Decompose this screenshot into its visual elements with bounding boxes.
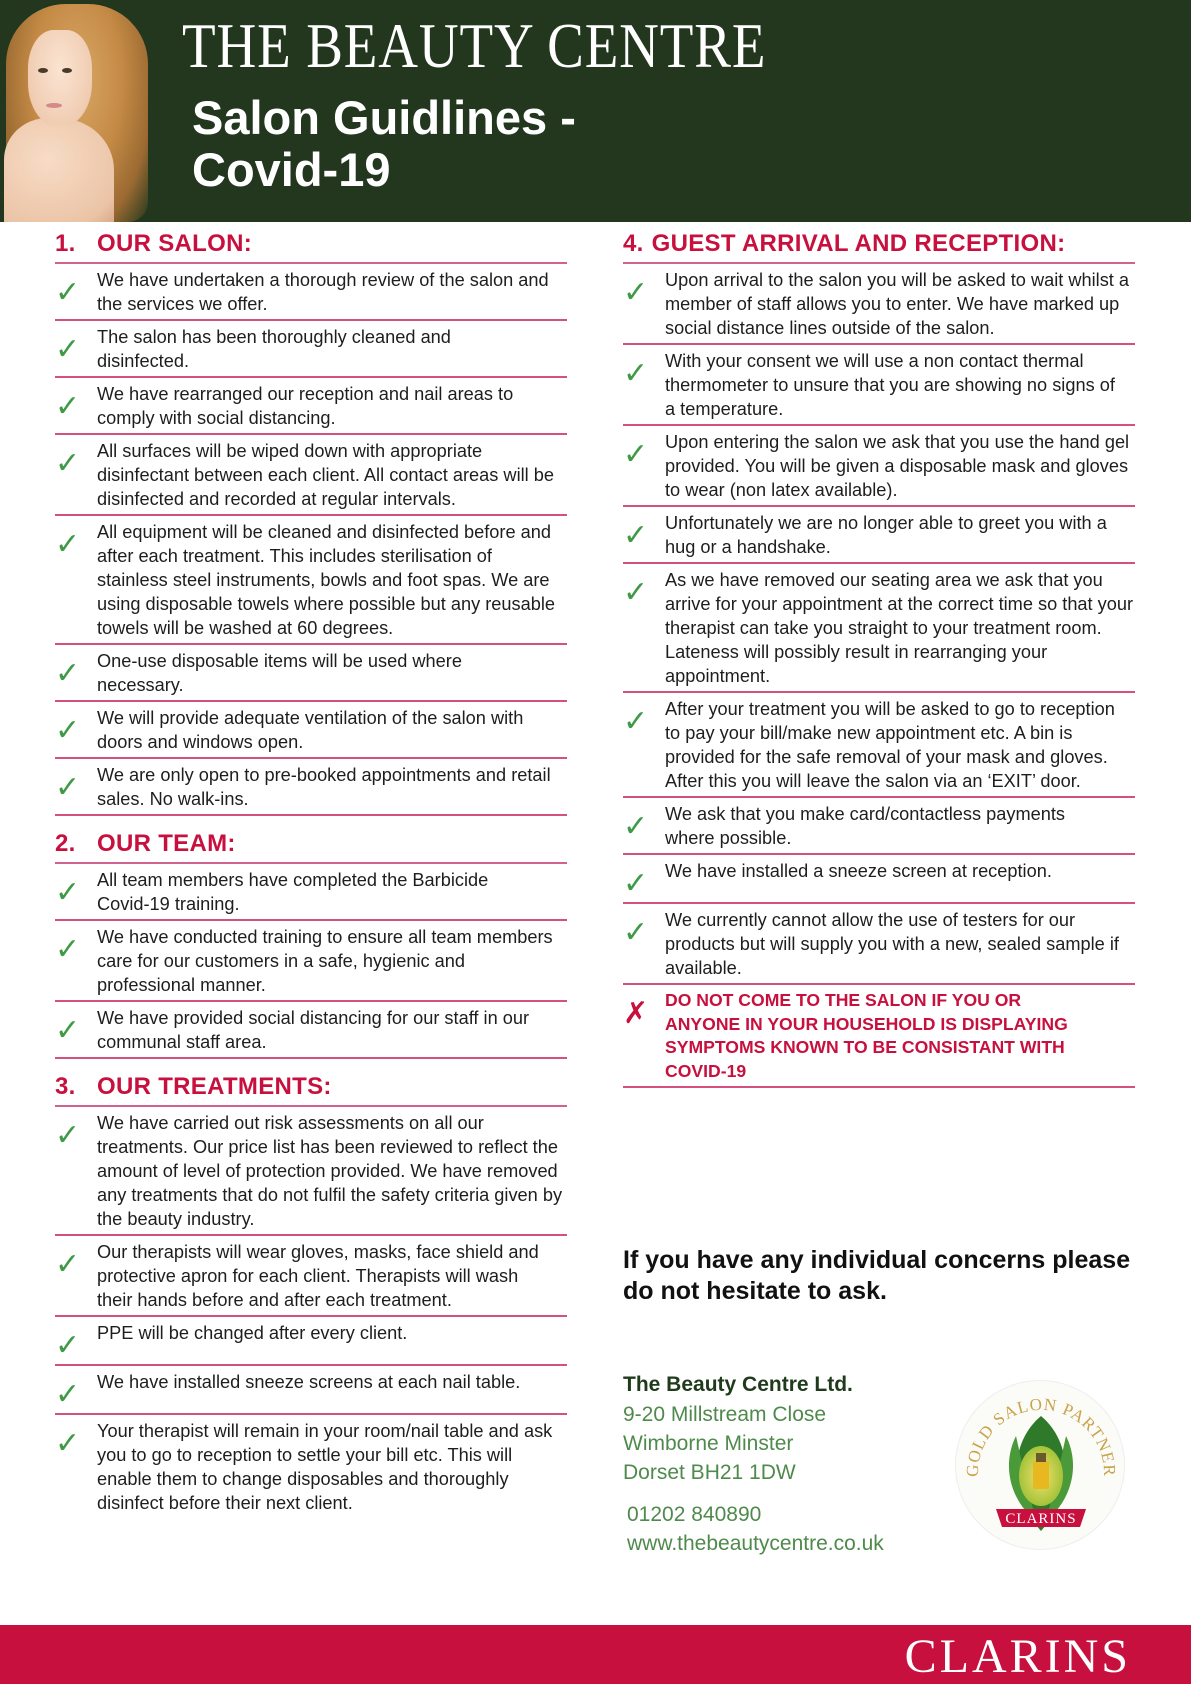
section-number: 2. xyxy=(55,830,76,857)
section-number: 4. xyxy=(623,230,644,257)
address-line: 9-20 Millstream Close xyxy=(623,1403,827,1426)
list-item: ✓ We are only open to pre-booked appointments and retail sales. No walk-ins. xyxy=(55,759,567,816)
document-title-line1: Salon Guidlines - xyxy=(192,91,576,144)
right-column xyxy=(623,226,1135,1088)
list-item: ✓ All equipment will be cleaned and disinfected before and after each treatment. This includes sterilisation of stainless steel instruments, bowls and foot spas. We are using disposable towels where possible but any reusable towels will be washed at 60 degrees. xyxy=(55,516,567,645)
check-icon: ✓ xyxy=(623,276,649,309)
check-icon: ✓ xyxy=(55,657,81,690)
section-title: OUR TREATMENTS: xyxy=(97,1073,332,1100)
divider xyxy=(55,262,567,264)
check-icon: ✓ xyxy=(55,447,81,480)
svg-text:GOLD SALON PARTNER: GOLD SALON PARTNER xyxy=(962,1394,1120,1478)
list-item: ✓ After your treatment you will be asked to go to reception to pay your bill/make new appointment etc. A bin is provided for the safe removal of your mask and gloves. After this you will leave the salon via an ‘EXIT’ door. xyxy=(623,693,1135,798)
section-heading-our-salon xyxy=(55,226,567,262)
list-item: ✓ We have rearranged our reception and nail areas to comply with social distancing. xyxy=(55,378,567,435)
company-name: The Beauty Centre Ltd. xyxy=(623,1373,853,1396)
check-icon: ✓ xyxy=(623,916,649,949)
list-item: ✓ We have installed a sneeze screen at reception. xyxy=(623,855,1135,904)
document-title xyxy=(192,92,576,196)
check-icon: ✓ xyxy=(55,876,81,909)
list-item: ✓ PPE will be changed after every client. xyxy=(55,1317,567,1366)
list-item: ✓ As we have removed our seating area we ask that you arrive for your appointment at the correct time so that your therapist can take you straight to your treatment room. Lateness will possibly result in rearranging your appointment. xyxy=(623,564,1135,693)
section-title: OUR SALON: xyxy=(97,230,252,257)
check-icon: ✓ xyxy=(55,528,81,561)
address-line: Wimborne Minster xyxy=(623,1432,794,1455)
list-item: ✓ Our therapists will wear gloves, masks, face shield and protective apron for each client. Therapists will wash their hands before and after each treatment. xyxy=(55,1236,567,1317)
check-icon: ✓ xyxy=(55,390,81,423)
list-item: ✓ Your therapist will remain in your room/nail table and ask you to go to reception to settle your bill etc. This will enable them to change disposables and thoroughly disinfect before their next client. xyxy=(55,1421,553,1513)
check-icon: ✓ xyxy=(623,810,649,843)
gold-salon-partner-badge xyxy=(955,1380,1125,1550)
divider xyxy=(623,262,1135,264)
check-icon: ✓ xyxy=(55,714,81,747)
address-line: Dorset BH21 1DW xyxy=(623,1461,796,1484)
check-icon: ✓ xyxy=(623,519,649,552)
list-item: ✓ We have installed sneeze screens at each nail table. xyxy=(55,1366,567,1415)
section-title: OUR TEAM: xyxy=(97,830,236,857)
divider xyxy=(55,862,567,864)
check-icon: ✓ xyxy=(55,1329,81,1362)
list-item: ✓ Upon arrival to the salon you will be asked to wait whilst a member of staff allows you to enter. We have marked up social distance lines outside of the salon. xyxy=(623,264,1135,345)
list-item: ✓ All team members have completed the Barbicide Covid-19 training. xyxy=(55,864,567,921)
list-item: ✓ We will provide adequate ventilation of the salon with doors and windows open. xyxy=(55,702,567,759)
list-item: ✓ We currently cannot allow the use of testers for our products but will supply you with a new, sealed sample if available. xyxy=(623,904,1135,985)
contact-block xyxy=(623,1370,943,1558)
brand-title: THE BEAUTY CENTRE xyxy=(182,10,767,81)
section-number: 3. xyxy=(55,1073,76,1100)
footer-banner xyxy=(0,1625,1191,1684)
check-icon: ✓ xyxy=(55,333,81,366)
check-icon: ✓ xyxy=(55,771,81,804)
website-link[interactable]: www.thebeautycentre.co.uk xyxy=(627,1532,884,1555)
check-icon: ✓ xyxy=(55,1119,81,1152)
svg-text:CLARINS: CLARINS xyxy=(1005,1511,1077,1527)
check-icon: ✓ xyxy=(55,1378,81,1411)
divider xyxy=(55,1105,567,1107)
list-item: ✓ The salon has been thoroughly cleaned and disinfected. xyxy=(55,321,567,378)
list-item: ✓ We have carried out risk assessments on all our treatments. Our price list has been reviewed to reflect the amount of level of protection provided. We have removed any treatments that do not fulfil the safety criteria given by the beauty industry. xyxy=(55,1107,567,1236)
header-banner xyxy=(0,0,1191,222)
document-title-line2: Covid-19 xyxy=(192,143,391,196)
section-heading-guest-arrival xyxy=(623,226,1135,262)
concerns-message: If you have any individual concerns please do not hesitate to ask. xyxy=(623,1246,1131,1305)
clarins-logo: CLARINS xyxy=(904,1630,1131,1683)
list-item: ✓ We have provided social distancing for our staff in our communal staff area. xyxy=(55,1002,567,1059)
section-title: GUEST ARRIVAL AND RECEPTION: xyxy=(651,230,1066,257)
list-item: ✓ One-use disposable items will be used where necessary. xyxy=(55,645,567,702)
warning-item: ✗ DO NOT COME TO THE SALON IF YOU OR ANYONE IN YOUR HOUSEHOLD IS DISPLAYING SYMPTOMS KNOWN TO BE CONSISTANT WITH COVID-19 xyxy=(623,985,1135,1088)
check-icon: ✓ xyxy=(623,867,649,900)
phone-number[interactable]: 01202 840890 xyxy=(627,1503,762,1526)
section-number: 1. xyxy=(55,230,76,257)
check-icon: ✓ xyxy=(623,357,649,390)
badge-graphic-icon xyxy=(956,1381,1126,1551)
section-heading-our-treatments xyxy=(55,1069,567,1105)
check-icon: ✓ xyxy=(55,1014,81,1047)
list-item: ✓ Unfortunately we are no longer able to greet you with a hug or a handshake. xyxy=(623,507,1135,564)
list-item: ✓ All surfaces will be wiped down with appropriate disinfectant between each client. All contact areas will be disinfected and recorded at regular intervals. xyxy=(55,435,567,516)
list-item: ✓ Upon entering the salon we ask that you use the hand gel provided. You will be given a disposable mask and gloves to wear (non latex available). xyxy=(623,426,1135,507)
check-icon: ✓ xyxy=(55,1248,81,1281)
check-icon: ✓ xyxy=(623,576,649,609)
section-heading-our-team xyxy=(55,826,567,862)
check-icon: ✓ xyxy=(623,705,649,738)
list-item: ✓ With your consent we will use a non contact thermal thermometer to unsure that you are showing no signs of a temperature. xyxy=(623,345,1135,426)
model-portrait-image xyxy=(0,0,150,222)
check-icon: ✓ xyxy=(55,1427,81,1460)
check-icon: ✓ xyxy=(55,276,81,309)
list-item: ✓ We have undertaken a thorough review of the salon and the services we offer. xyxy=(55,264,567,321)
check-icon: ✓ xyxy=(55,933,81,966)
check-icon: ✓ xyxy=(623,438,649,471)
list-item: ✓ We ask that you make card/contactless payments where possible. xyxy=(623,798,1135,855)
cross-icon: ✗ xyxy=(623,997,649,1030)
list-item: ✓ We have conducted training to ensure all team members care for our customers in a safe, hygienic and professional manner. xyxy=(55,921,567,1002)
left-column xyxy=(55,226,567,1518)
